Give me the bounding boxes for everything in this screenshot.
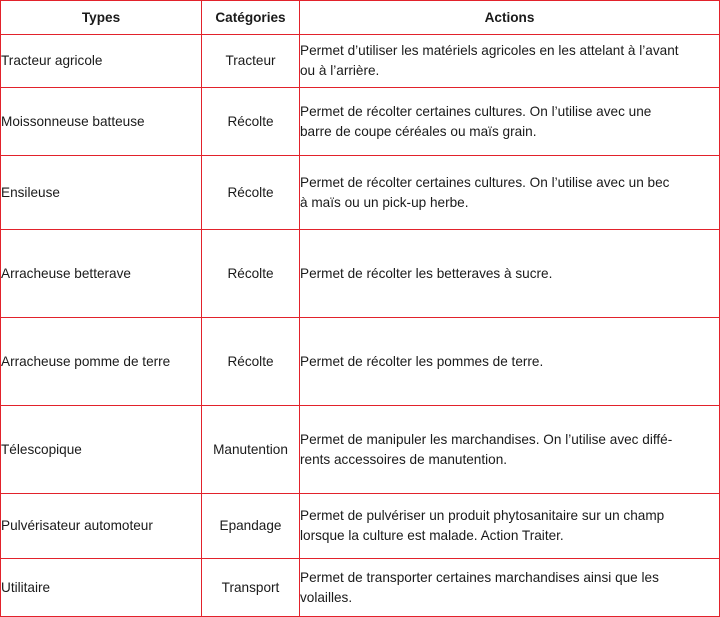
category-cell: Récolte <box>202 156 300 230</box>
actions-cell <box>300 406 720 494</box>
type-cell: Utilitaire <box>1 559 202 617</box>
action-line: Permet d’utiliser les matériels agricoles en les attelant à l’avant <box>300 43 679 58</box>
type-cell: Pulvérisateur automoteur <box>1 494 202 559</box>
actions-cell <box>300 494 720 559</box>
table-row <box>1 156 720 230</box>
type-cell: Télescopique <box>1 406 202 494</box>
table-row <box>1 35 720 88</box>
header-categories: Catégories <box>202 1 300 35</box>
category-cell: Récolte <box>202 230 300 318</box>
actions-cell <box>300 230 720 318</box>
action-line: Permet de récolter les betteraves à sucre. <box>300 265 553 281</box>
table-row <box>1 88 720 156</box>
table-row <box>1 559 720 617</box>
category-cell: Tracteur <box>202 35 300 88</box>
action-line: rents accessoires de manutention. <box>300 451 508 467</box>
actions-cell <box>300 35 720 88</box>
type-cell: Tracteur agricole <box>1 35 202 88</box>
category-cell: Transport <box>202 559 300 617</box>
action-line: Permet de pulvériser un produit phytosanitaire sur un champ <box>300 508 665 523</box>
table-row <box>1 494 720 559</box>
table-row <box>1 406 720 494</box>
table-row <box>1 318 720 406</box>
category-cell: Manutention <box>202 406 300 494</box>
actions-cell <box>300 88 720 156</box>
action-line: lorsque la culture est malade. Action Traiter. <box>300 528 564 543</box>
action-line: à maïs ou un pick-up herbe. <box>300 194 469 210</box>
type-cell: Moissonneuse batteuse <box>1 88 202 156</box>
category-cell: Epandage <box>202 494 300 559</box>
category-cell: Récolte <box>202 88 300 156</box>
type-cell: Arracheuse betterave <box>1 230 202 318</box>
header-row <box>1 1 720 35</box>
type-cell: Ensileuse <box>1 156 202 230</box>
action-line: Permet de transporter certaines marchandises ainsi que les <box>300 569 659 585</box>
action-line: barre de coupe céréales ou maïs grain. <box>300 123 537 139</box>
header-actions: Actions <box>300 1 720 35</box>
type-cell: Arracheuse pomme de terre <box>1 318 202 406</box>
action-line: Permet de récolter certaines cultures. On l’utilise avec un bec <box>300 174 670 190</box>
actions-cell <box>300 156 720 230</box>
action-line: Permet de récolter certaines cultures. On l’utilise avec une <box>300 103 652 119</box>
action-line: volailles. <box>300 589 353 605</box>
header-types: Types <box>1 1 202 35</box>
category-cell: Récolte <box>202 318 300 406</box>
table-row <box>1 230 720 318</box>
action-line: Permet de récolter les pommes de terre. <box>300 353 544 369</box>
action-line: Permet de manipuler les marchandises. On l’utilise avec diffé- <box>300 431 673 447</box>
actions-cell <box>300 318 720 406</box>
actions-cell <box>300 559 720 617</box>
action-line: ou à l’arrière. <box>300 63 380 78</box>
